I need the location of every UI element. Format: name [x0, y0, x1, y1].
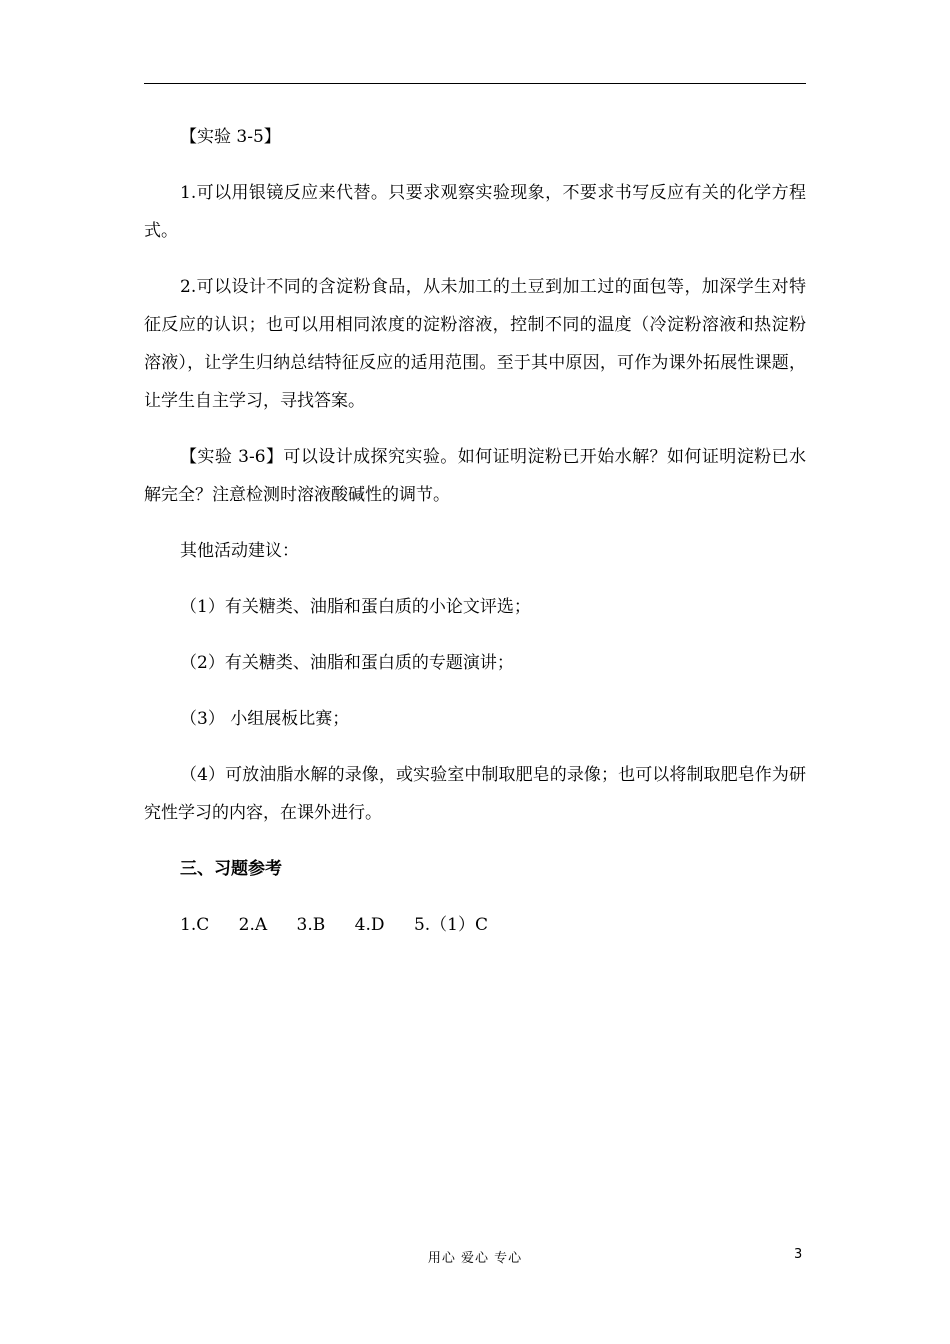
document-body — [144, 118, 806, 944]
page-number: 3 — [794, 1247, 803, 1262]
answer-item: 5.（1）C — [413, 915, 488, 935]
answer-item: 2.A — [238, 915, 268, 935]
paragraph-experiment-3-6: 【实验 3-6】可以设计成探究实验。如何证明淀粉已开始水解？如何证明淀粉已水解完全？注意检测时溶液酸碱性的调节。 — [144, 447, 806, 505]
answer-item: 1.C — [180, 915, 210, 935]
header-rule — [144, 83, 806, 84]
answer-item: 3.B — [296, 915, 326, 935]
activity-item-3: （3） 小组展板比赛； — [180, 709, 350, 729]
paragraph-other-activities: 其他活动建议： — [180, 541, 299, 561]
answer-list — [144, 906, 806, 944]
paragraph-starch-foods: 2.可以设计不同的含淀粉食品，从未加工的土豆到加工过的面包等，加深学生对特征反应的认识；也可以用相同浓度的淀粉溶液，控制不同的温度（冷淀粉溶液和热淀粉溶液），让学生归纳总结特征反应的适用范围。至于其中原因，可作为课外拓展性课题，让学生自主学习，寻找答案。 — [144, 277, 806, 411]
paragraph-silver-mirror: 1.可以用银镜反应来代替。只要求观察实验现象，不要求书写反应有关的化学方程式。 — [144, 183, 806, 241]
section-heading-exercises: 三、习题参考 — [180, 859, 282, 879]
answer-item: 4.D — [354, 915, 385, 935]
activity-item-2: （2）有关糖类、油脂和蛋白质的专题演讲； — [180, 653, 514, 673]
footer-slogan: 用心 爱心 专心 — [427, 1251, 523, 1266]
activity-item-4: （4）可放油脂水解的录像，或实验室中制取肥皂的录像；也可以将制取肥皂作为研究性学习的内容，在课外进行。 — [144, 765, 806, 823]
experiment-3-5-label: 【实验 3-5】 — [180, 127, 281, 147]
activity-item-1: （1）有关糖类、油脂和蛋白质的小论文评选； — [180, 597, 531, 617]
